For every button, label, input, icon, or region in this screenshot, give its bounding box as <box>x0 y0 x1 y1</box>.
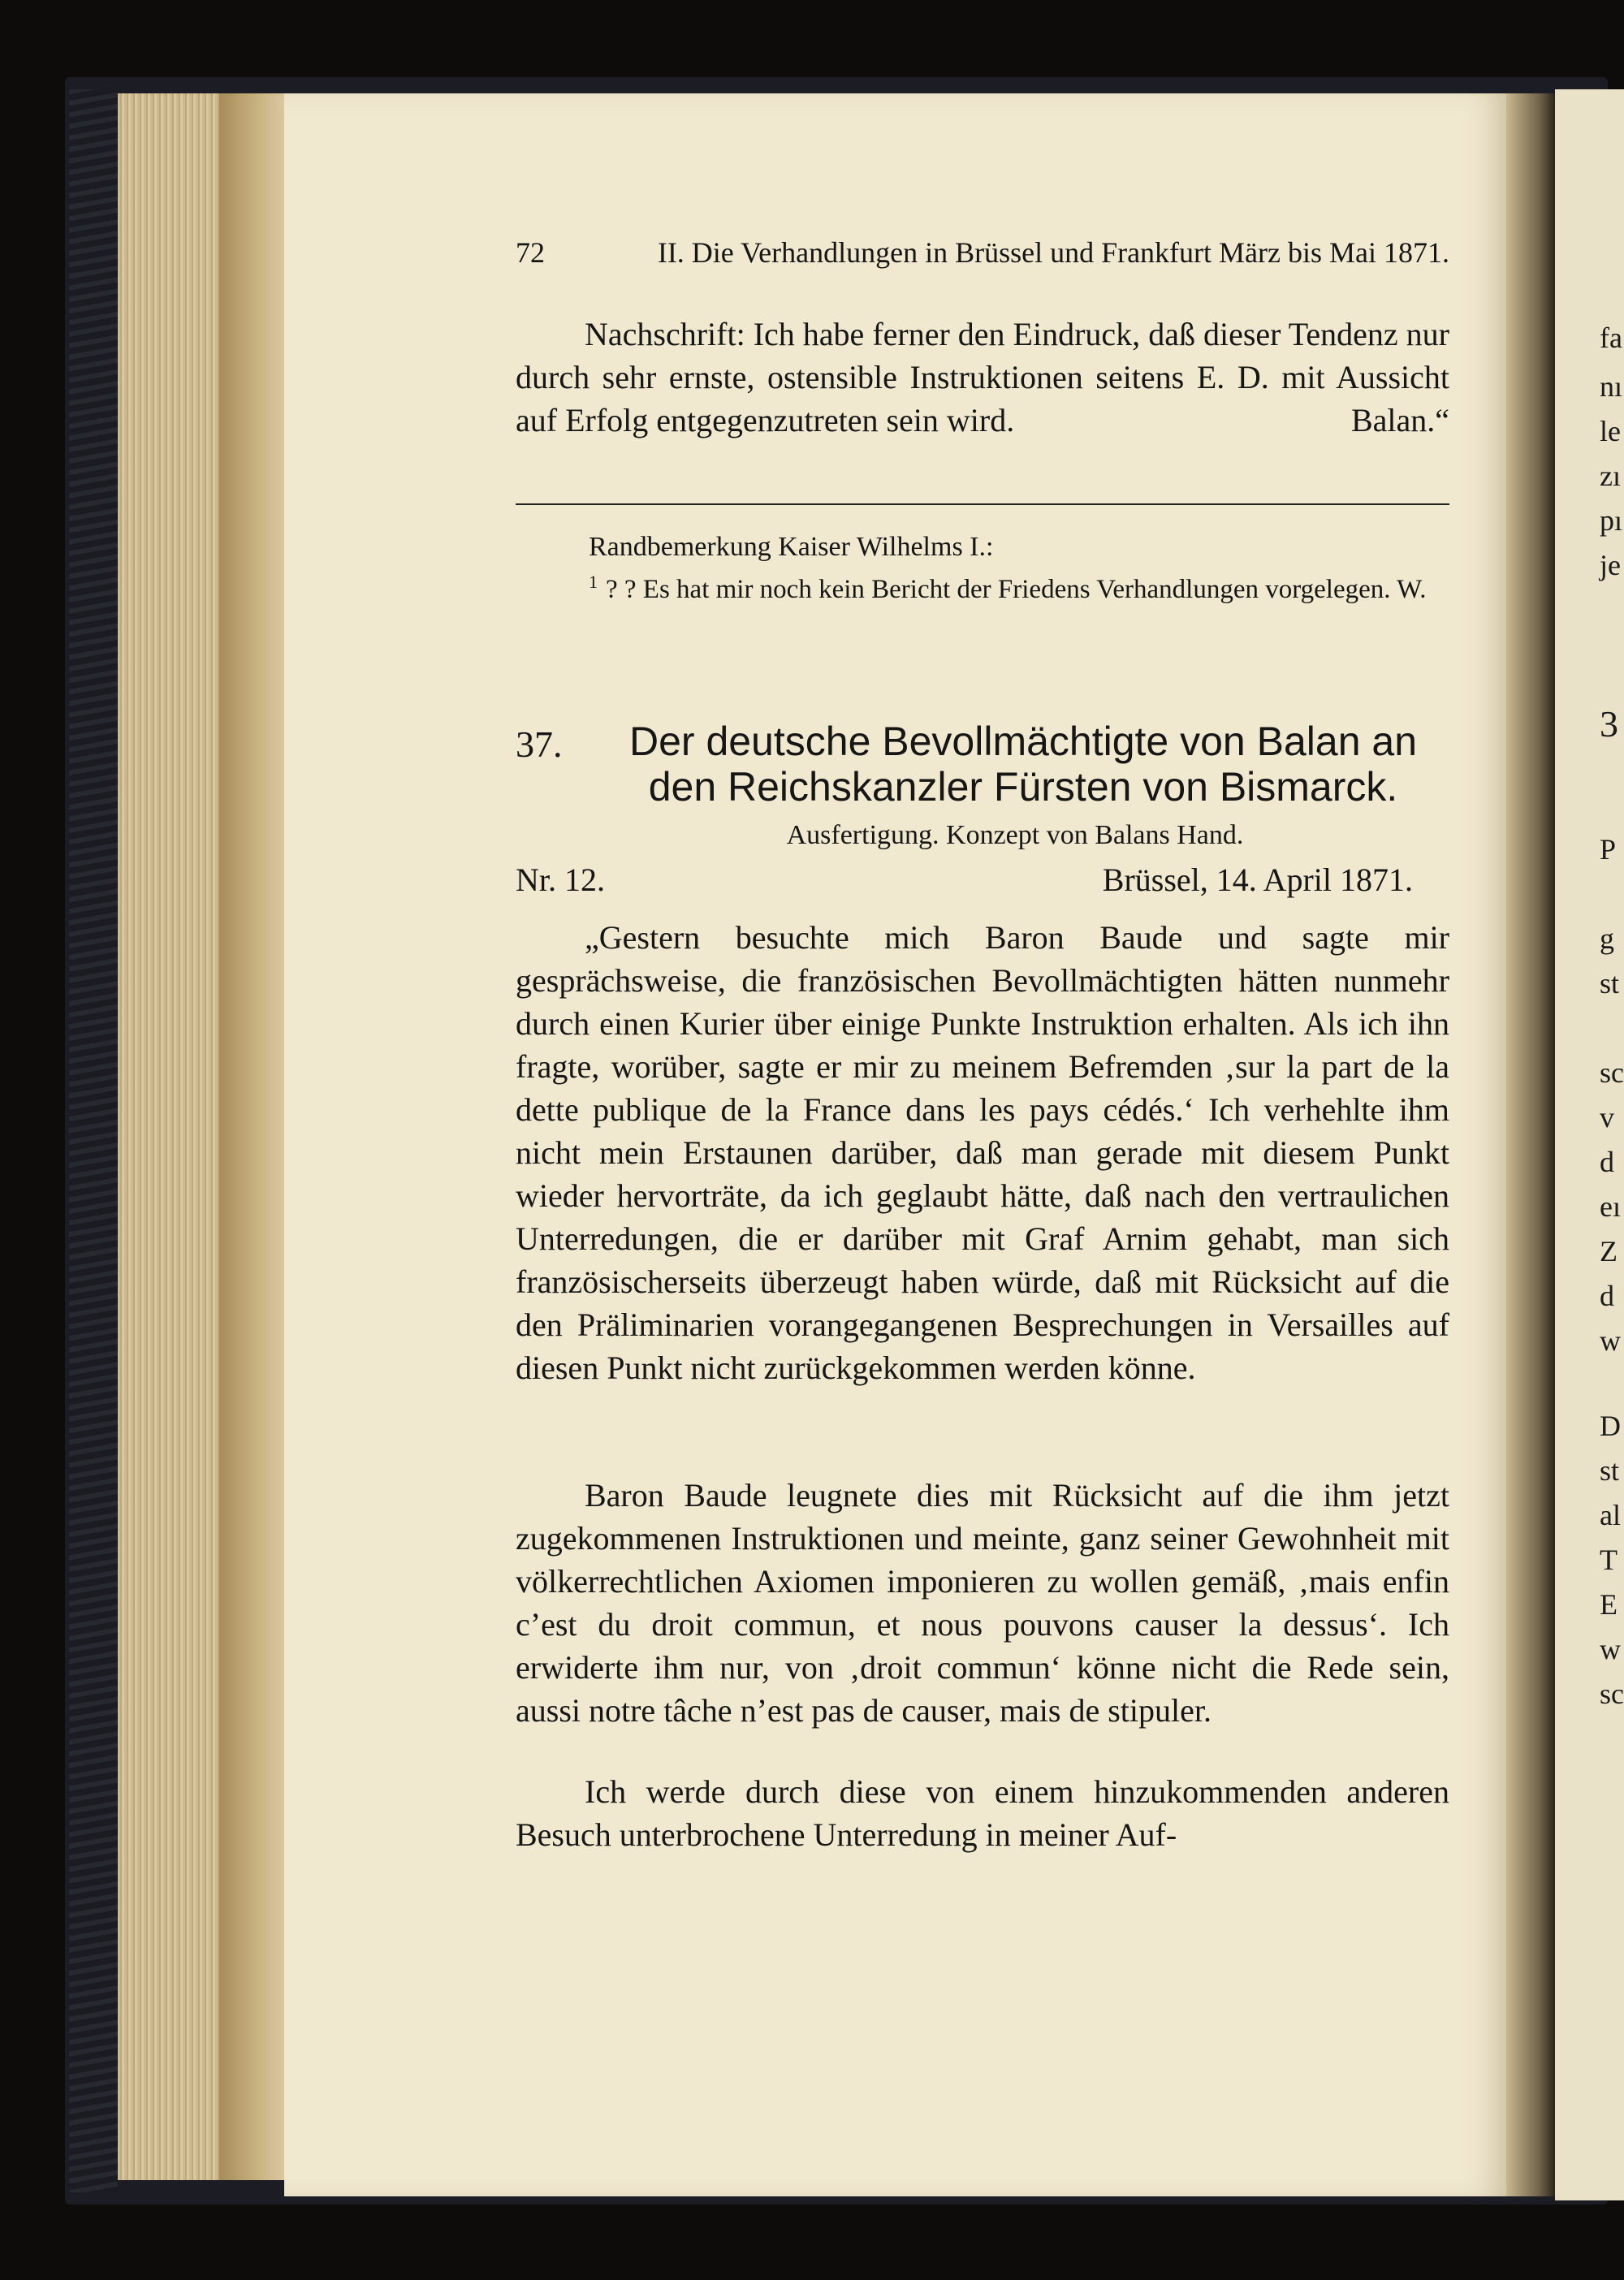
next-page-fragment: nı <box>1600 370 1623 403</box>
next-page-fragment: w <box>1600 1633 1621 1665</box>
document-nr: Nr. 12. <box>516 861 605 898</box>
next-page-fragment: fa <box>1600 322 1622 354</box>
margin-note-text: ? ? Es hat mir noch kein Bericht der Friedens Verhandlungen vorgelegen. W. <box>606 575 1427 604</box>
postscript-text: Nachschrift: Ich habe ferner den Eindruck, daß dieser Tendenz nur durch sehr ernste, ostensible Instruktionen seitens E. D. mit Aussicht auf Erfolg entgegenzutreten sein wird. Balan.“ <box>516 313 1449 442</box>
place-date: Brüssel, 14. April 1871. <box>1102 861 1413 898</box>
margin-note <box>516 564 1449 607</box>
next-page-fragment: T <box>1600 1544 1618 1576</box>
postscript-signature: Balan.“ <box>1350 402 1449 438</box>
next-page-fragment: st <box>1600 967 1620 1000</box>
document-number: 37. <box>516 723 563 765</box>
next-page <box>1555 89 1624 2200</box>
next-page-fragment: je <box>1600 549 1621 581</box>
next-page-fragment: sc <box>1600 1678 1624 1710</box>
next-page-fragment: le <box>1600 415 1621 447</box>
next-page-fragment: w <box>1600 1324 1621 1357</box>
page-number: 72 <box>516 236 545 269</box>
margin-note-heading: Randbemerkung Kaiser Wilhelms I.: <box>589 532 994 562</box>
next-page-fragment: Z <box>1600 1235 1618 1267</box>
book-gutter <box>1506 93 1555 2196</box>
next-page-fragment: D <box>1600 1410 1621 1442</box>
body-paragraph-2: Baron Baude leugnete dies mit Rücksicht auf die ihm jetzt zugekommenen Instruktionen und meinte, ganz seiner Gewohnheit mit völkerrechtlichen Axiomen imponieren zu wollen gemäß, ‚mais enfin c’est du droit commun, et nous pouvons causer la dessus‘. Ich erwiderte ihm nur, von ‚droit commun‘ könne nicht die Rede sein, aussi notre tâche n’est pas de causer, mais de stipuler. <box>516 1477 1449 1729</box>
next-page-fragment: d <box>1600 1146 1614 1178</box>
next-page-fragment: st <box>1600 1454 1620 1487</box>
cover-edge <box>69 89 118 2192</box>
next-page-fragment: pı <box>1600 504 1623 537</box>
running-title: II. Die Verhandlungen in Brüssel und Frankfurt März bis Mai 1871. <box>657 236 1449 269</box>
next-page-fragment: g <box>1600 922 1614 955</box>
next-page-fragment: zı <box>1600 460 1621 492</box>
next-page-fragment: v <box>1600 1101 1614 1134</box>
next-page-fragment: sc <box>1600 1056 1624 1089</box>
next-page-fragment: eı <box>1600 1190 1621 1223</box>
body-paragraph-1: „Gestern besuchte mich Baron Baude und sagte mir gesprächsweise, die französischen Bevollmächtigten hätten nunmehr durch einen Kurier über einige Punkte Instruktion erhalten. Als ich ihn fragte, worüber, sagte er mir zu meinem Befremden ‚sur la part de la dette publique de la France dans les pays cédés.‘ Ich verhehlte ihm nicht mein Erstaunen darüber, daß man gerade mit diesem Punkt wieder hervorträte, da ich geglaubt hätte, daß nach den vertraulichen Unterredungen, die er darüber mit Graf Arnim gehabt, man sich französischerseits überzeugt haben würde, daß mit Rücksicht auf die den Präliminarien vorangegangenen Besprechungen in Versailles auf diesen Punkt nicht zurückgekommen werden könne. <box>516 919 1449 1386</box>
next-page-fragment: al <box>1600 1499 1621 1531</box>
document-subtitle: Ausfertigung. Konzept von Balans Hand. <box>786 820 1244 850</box>
next-page-fragment: E <box>1600 1588 1618 1621</box>
body-paragraph-3: Ich werde durch diese von einem hinzukommenden anderen Besuch unterbrochene Unterredung in meiner Auf- <box>516 1773 1449 1853</box>
divider-rule <box>516 503 1449 505</box>
next-page-fragment: P <box>1600 833 1617 866</box>
footnote-marker: 1 <box>589 572 598 592</box>
next-page-fragment: d <box>1600 1280 1614 1312</box>
page-edges-shadow <box>219 93 284 2180</box>
document-title: Der deutsche Bevollmächtigte von Balan an den Reichskanzler Fürsten von Bismarck. <box>628 719 1418 810</box>
next-page-fragment: 3 <box>1600 703 1618 745</box>
